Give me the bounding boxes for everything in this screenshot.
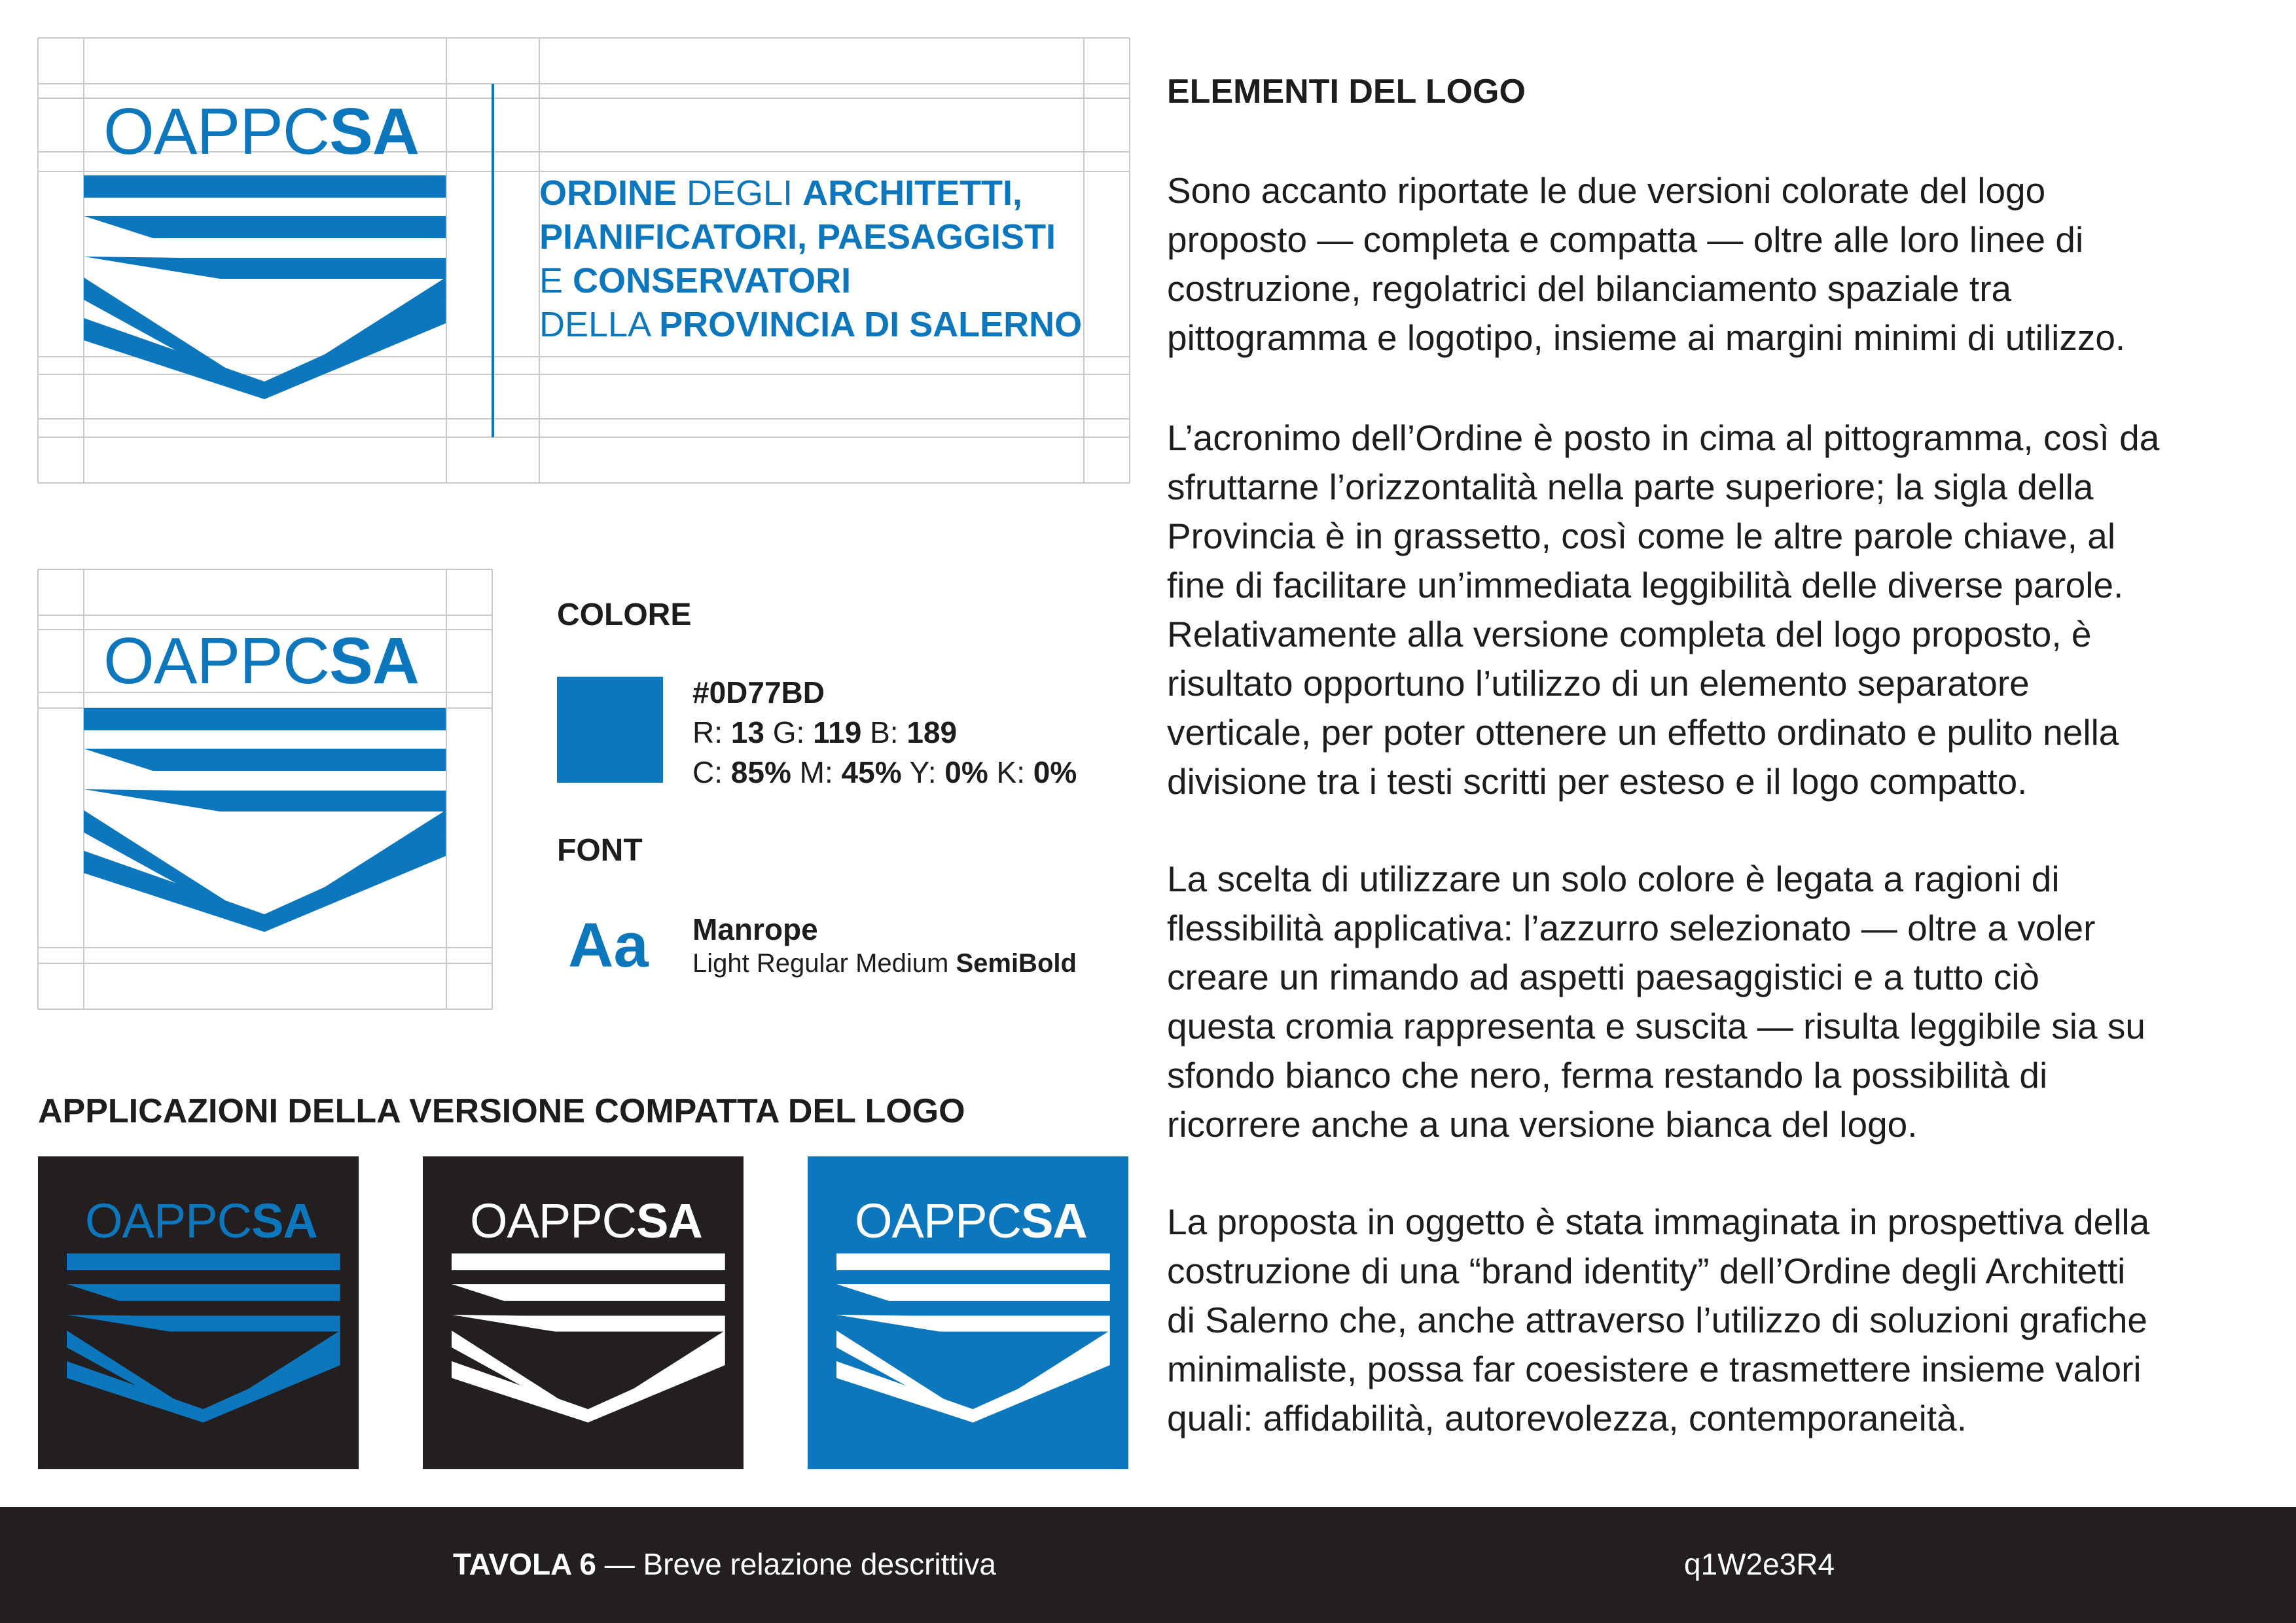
paragraph-line: Relativamente alla versione completa del logo proposto, è <box>1167 614 2092 654</box>
paragraph-line: quali: affidabilità, autorevolezza, contemporaneità. <box>1167 1398 1967 1438</box>
color-value-segment: B: <box>861 715 907 749</box>
color-value-segment: 85% <box>730 755 791 789</box>
paragraph-line: La scelta di utilizzare un solo colore è legata a ragioni di <box>1167 859 2060 899</box>
acronym-regular: OAPPC <box>103 95 330 168</box>
compact-logo-panel <box>0 563 497 1021</box>
full-name-segment: PROVINCIA DI SALERNO <box>659 305 1083 344</box>
description-paragraph <box>1167 855 2280 1149</box>
tile-chevron <box>67 1253 342 1425</box>
color-info <box>692 673 1077 793</box>
paragraph-line: verticale, per poter ottenere un effetto ordinato e pulito nella <box>1167 712 2119 753</box>
full-name-line <box>539 171 1082 215</box>
font-name: Manrope <box>692 912 818 946</box>
color-hex: #0D77BD <box>692 675 825 709</box>
full-name-segment: ORDINE <box>539 173 677 213</box>
font-weight-sample: Light <box>692 949 757 978</box>
font-heading: FONT <box>557 833 643 868</box>
acronym-bold: SA <box>329 624 420 698</box>
tile-chevron <box>836 1253 1111 1425</box>
full-logo-panel <box>0 0 1139 497</box>
paragraph-line: costruzione di una “brand identity” dell’Ordine degli Architetti <box>1167 1251 2126 1291</box>
color-swatch <box>557 677 663 783</box>
footer-title <box>453 1546 996 1582</box>
footer-description: — Breve relazione descrittiva <box>596 1547 996 1581</box>
paragraph-line: risultato opportuno l’utilizzo di un elemento separatore <box>1167 663 2030 704</box>
paragraph-line: Provincia è in grassetto, così come le altre parole chiave, al <box>1167 516 2116 556</box>
font-weight-sample: Regular <box>756 949 856 978</box>
full-name-segment: ARCHITETTI, <box>802 173 1023 213</box>
acronym-regular: OAPPC <box>855 1194 1022 1248</box>
full-logo-acronym <box>103 95 420 168</box>
paragraph-line: proposto — completa e compatta — oltre alle loro linee di <box>1167 219 2084 260</box>
color-value-segment: 45% <box>841 755 902 789</box>
tile-acronym <box>85 1194 317 1248</box>
elementi-heading: ELEMENTI DEL LOGO <box>1167 73 1526 111</box>
acronym-bold: SA <box>1021 1194 1087 1248</box>
tile-acronym <box>855 1194 1087 1248</box>
color-rgb <box>692 713 1077 753</box>
paragraph-line: ricorrere anche a una versione bianca del logo. <box>1167 1104 1918 1145</box>
full-name-segment: CONSERVATORI <box>573 261 852 300</box>
description-paragraph <box>1167 166 2280 363</box>
application-tile <box>38 1156 359 1469</box>
full-name-line <box>539 303 1082 347</box>
color-value-segment: K: <box>988 755 1033 789</box>
description-paragraph <box>1167 414 2280 806</box>
font-sample: Aa <box>568 910 649 980</box>
font-weight-sample: Medium <box>855 949 956 978</box>
acronym-bold: SA <box>251 1194 317 1248</box>
color-cmyk <box>692 753 1077 793</box>
tile-acronym <box>470 1194 702 1248</box>
colore-heading: COLORE <box>557 597 692 632</box>
full-name-segment: PIANIFICATORI, PAESAGGISTI <box>539 217 1056 257</box>
compact-logo-acronym <box>103 624 420 698</box>
compact-logo-chevron <box>84 708 448 952</box>
paragraph-line: divisione tra i testi scritti per esteso e il logo compatto. <box>1167 761 2028 802</box>
full-name-segment: E <box>539 261 573 300</box>
paragraph-line: flessibilità applicativa: l’azzurro selezionato — oltre a voler <box>1167 908 2096 948</box>
tile-chevron <box>452 1253 726 1425</box>
paragraph-line: pittogramma e logotipo, insieme ai margini minimi di utilizzo. <box>1167 317 2126 358</box>
acronym-regular: OAPPC <box>85 1194 252 1248</box>
paragraph-line: di Salerno che, anche attraverso l’utilizzo di soluzioni grafiche <box>1167 1300 2148 1340</box>
full-logo-name <box>539 171 1082 347</box>
paragraph-line: L’acronimo dell’Ordine è posto in cima al pittogramma, così da <box>1167 418 2160 458</box>
paragraph-line: sfruttarne l’orizzontalità nella parte superiore; la sigla della <box>1167 467 2094 507</box>
color-value-segment: G: <box>764 715 814 749</box>
application-tile <box>423 1156 744 1469</box>
font-weight-sample: SemiBold <box>956 949 1077 978</box>
paragraph-line: costruzione, regolatrici del bilanciamento spaziale tra <box>1167 268 2012 309</box>
color-value-segment: C: <box>692 755 731 789</box>
footer-bar <box>0 1507 2296 1623</box>
full-name-segment: DELLA <box>539 305 660 344</box>
color-value-segment: R: <box>692 715 731 749</box>
applications-heading: APPLICAZIONI DELLA VERSIONE COMPATTA DEL LOGO <box>38 1092 965 1130</box>
acronym-bold: SA <box>636 1194 702 1248</box>
color-value-segment: 189 <box>906 715 958 749</box>
font-weights <box>692 949 1077 978</box>
acronym-regular: OAPPC <box>470 1194 637 1248</box>
color-value-segment: 119 <box>813 715 862 749</box>
paragraph-line: fine di facilitare un’immediata leggibilità delle diverse parole. <box>1167 565 2124 605</box>
color-value-segment: 13 <box>730 715 764 749</box>
full-name-line <box>539 259 1082 303</box>
description-paragraph <box>1167 1198 2280 1443</box>
footer-code: q1W2e3R4 <box>1684 1547 1835 1581</box>
color-value-segment: M: <box>791 755 842 789</box>
application-tile <box>808 1156 1128 1469</box>
full-logo-chevron <box>84 175 448 419</box>
color-value-segment: Y: <box>901 755 945 789</box>
color-value-segment: 0% <box>1033 755 1077 789</box>
paragraph-line: creare un rimando ad aspetti paesaggistici e a tutto ciò <box>1167 957 2039 997</box>
color-value-segment: 0% <box>944 755 988 789</box>
paragraph-line: minimaliste, possa far coesistere e trasmettere insieme valori <box>1167 1349 2142 1389</box>
full-name-segment: DEGLI <box>677 173 803 213</box>
acronym-bold: SA <box>329 95 420 168</box>
vertical-separator <box>492 84 494 437</box>
acronym-regular: OAPPC <box>103 624 330 698</box>
paragraph-line: questa cromia rappresenta e suscita — risulta leggibile sia su <box>1167 1006 2145 1046</box>
footer-tavola: TAVOLA 6 <box>453 1547 596 1581</box>
full-name-line <box>539 215 1082 259</box>
paragraph-line: sfondo bianco che nero, ferma restando la possibilità di <box>1167 1055 2048 1096</box>
paragraph-line: Sono accanto riportate le due versioni colorate del logo <box>1167 170 2046 211</box>
paragraph-line: La proposta in oggetto è stata immaginata in prospettiva della <box>1167 1202 2150 1242</box>
